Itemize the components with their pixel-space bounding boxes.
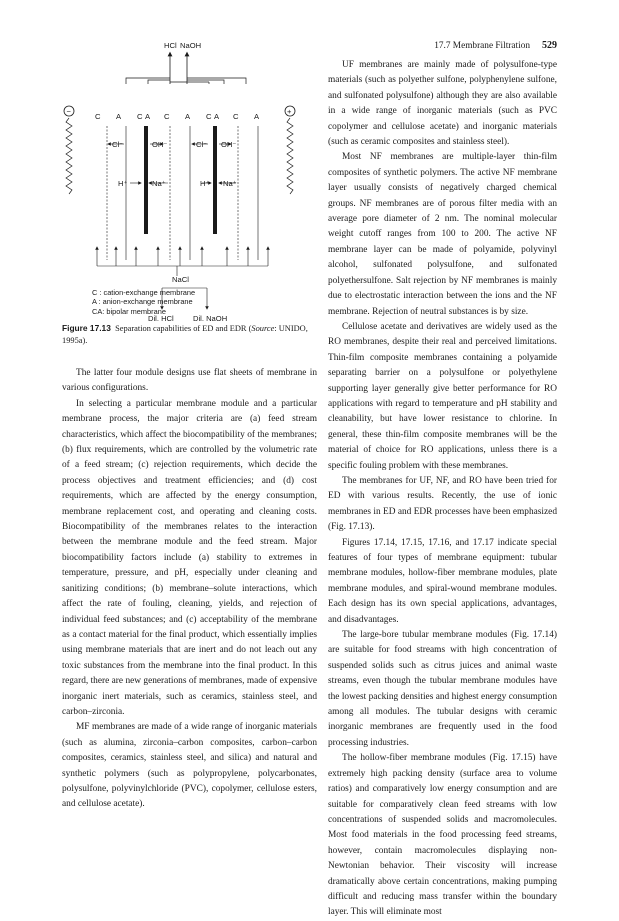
paragraph: Figures 17.14, 17.15, 17.16, and 17.17 indicate special features of four types of membrane equipment: tubular membrane modules, hollow-fiber membrane modules, plate membrane modules, and spiral-wound membrane modules. Each design has its own special applications, advantages, and disadvantages. (328, 537, 557, 625)
left-column (62, 366, 317, 813)
caption-label: Figure 17.13 (62, 323, 111, 333)
paragraph: Cellulose acetate and derivatives are widely used as the RO membranes, despite their real and perceived limitations. Thin-film composite membranes containing a polyamide separating barrier on a polysulfone or polyethylene supporting layer generally give better performance for RO applications with regard to temperature and pH stability and cleanability, but have lower resistance to chlorine. In general, these thin-film composite membranes will be the material of choice for RO applications, unless there is a specific fouling problem with these membranes. (328, 321, 557, 471)
membrane-label: C (95, 112, 101, 121)
legend-item: CA: bipolar membrane (92, 306, 166, 316)
ion-label: Cl⁻ (112, 140, 124, 149)
paragraph: The membranes for UF, NF, and RO have been tried for ED with various results. Recently, the use of ionic membranes in ED and EDR processes have been emphasized (Fig. 17.13). (328, 475, 557, 533)
minus-sign: − (66, 107, 71, 116)
membrane-label: A (116, 112, 122, 121)
outlet-dil-hcl: Dil. HCl (148, 314, 174, 323)
ion-label: Na⁺ (223, 179, 237, 188)
membrane-label: A (254, 112, 260, 121)
ion-label: H⁺ (118, 179, 128, 188)
running-header (434, 40, 557, 51)
membrane-label: C (233, 112, 239, 121)
figure-caption (62, 322, 317, 347)
membrane-label: A (185, 112, 191, 121)
paragraph: Most NF membranes are multiple-layer thin-film composites of synthetic polymers. The active NF membrane layer usually consists of negatively charged chemical groups. NF membranes are of porous filter media with an average pore diameter of 2 nm. The nominal molecular weight cutoff ranges from 100 to 200. The active NF membrane layer can be made of polyamide, polyvinyl alcohol, sulfonated polysulfone, and sulfonated polyethersulfone. Salt rejection by NF membranes is mainly due to electrostatic interaction between the ions and the NF membrane. Rejection of neutral substances is by size. (328, 152, 557, 317)
ion-label: OH⁻ (152, 140, 168, 149)
caption-text: Separation capabilities of ED and EDR ( (115, 324, 252, 333)
legend-item: A : anion-exchange membrane (92, 297, 193, 307)
paragraph: The hollow-fiber membrane modules (Fig. 17.15) have extremely high packing density (surface area to volume ratios) and comparatively low energy consumption and are suitable for comparatively clean feed streams with low concentrations of suspended solids and macromolecules. Most food materials in the food processing feed streams, however, contain macromolecules displaying non-Newtonian behavior. Their viscosity will increase dramatically above certain concentrations, making pumping difficult and reducing mass transfer within the boundary layer. This will eliminate most (328, 753, 557, 918)
legend-item: C : cation-exchange membrane (92, 288, 196, 297)
plus-sign: + (287, 107, 292, 116)
membrane-label: A (145, 112, 151, 121)
outlet-dil-naoh: Dil. NaOH (193, 314, 228, 323)
paragraph: UF membranes are mainly made of polysulfone-type materials (such as polyether sulfone, polyphenylene sulfone, and sulfonated polysulfone) although they are also available in a wide range of inorganic materials (such as PVC copolymer and cellulose acetate) and inorganic materials (such as ceramic composites and stainless steel). (328, 60, 557, 148)
bipolar-membrane (213, 126, 217, 234)
ion-label: H⁺ (200, 179, 210, 188)
figure-legend (92, 288, 195, 316)
paragraph: The large-bore tubular membrane modules (Fig. 17.14) are suitable for food streams with high concentration of suspended solids such as citrus juices and animal waste streams, even though the tubular membrane modules have the lowest packing densities and highest energy consumption among all modules. The tubular designs with ceramic inorganic membranes are frequently used in the food processing industries. (328, 630, 557, 748)
feed-arrows (97, 248, 268, 266)
bipolar-membrane (144, 126, 148, 234)
membrane-label: C (164, 112, 170, 121)
paragraph: The latter four module designs use flat sheets of membrane in various configurations. (62, 368, 317, 394)
anode-electrode (287, 118, 293, 194)
ion-label: OH⁻ (221, 140, 237, 149)
right-column (328, 58, 557, 921)
feed-label: NaCl (172, 275, 189, 284)
membrane-label: A (214, 112, 220, 121)
paragraph: MF membranes are made of a wide range of inorganic materials (such as alumina, zirconia–carbon composites, carbon–carbon composites, ceramics, stainless steel, and silica) and natural and synthetic polymers (such as polypropylene, polycarbonates, polysulfone, polyvinylchloride (PVC), copolymer, cellulose esters, and cellulose acetate). (62, 722, 317, 810)
ion-label: Na⁺ (152, 179, 166, 188)
membrane-labels (95, 112, 260, 121)
label-hcl: HCl (164, 41, 177, 50)
paragraph: In selecting a particular membrane module and a particular membrane process, the major criteria are (a) feed stream characteristics, which affect the biocompatibility of the membranes; (b) flux requirements, which are controlled by the volumetric rate of a feed stream; (c) rejection requirements, which decide the process objectives and treatment efficiencies; and (d) cost requirements, which are affected by the energy consumption, membrane replacement cost, and operating and cleaning costs. Biocompatibility of the membranes relates to the interaction between the membrane module and the feed stream. Major biocompatibility factors include (a) stability to extremes in temperature, pressure, and pH, especially under cleaning and sanitizing conditions; (b) membrane–solute interactions, which affect the rate of fouling, cleaning, yields, and rejection of individual feed substances; and (c) acceptability of the membrane as a contact material for the final product, which essentially implies using membrane materials that are inert and do not leach out any toxic substances from the membrane into the final product. In this regard, there are new generations of membranes, made of expensive inorganic inert materials, such as ceramics, stainless steel, and carbon–zirconia. (62, 398, 317, 717)
cathode-electrode (66, 118, 72, 194)
section-title: 17.7 Membrane Filtration (434, 41, 530, 51)
page-number: 529 (542, 40, 557, 51)
membrane-label: C (137, 112, 143, 121)
caption-source-word: Source (251, 324, 275, 333)
membrane-label: C (206, 112, 212, 121)
caption-tail: : UNIDO, 1995a). (62, 324, 308, 346)
label-naoh: NaOH (180, 41, 202, 50)
ion-label: Cl⁻ (196, 140, 208, 149)
electrodialysis-diagram (62, 38, 317, 328)
